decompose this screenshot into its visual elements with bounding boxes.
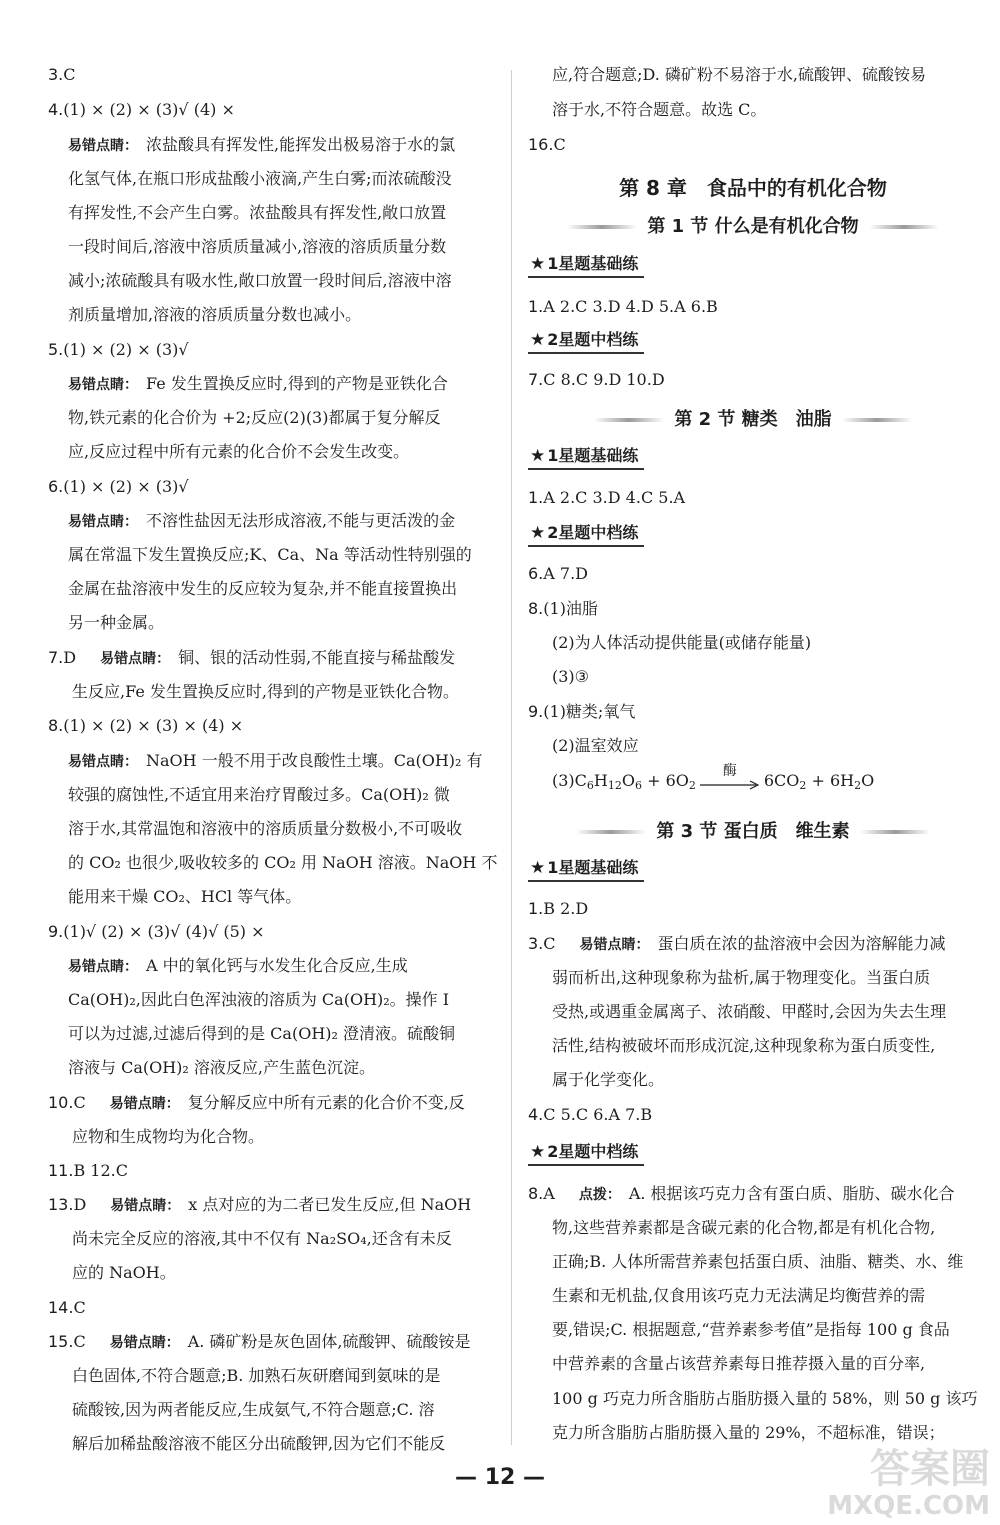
- line-text: 正确;B. 人体所需营养素包括蛋白质、油脂、糖类、水、维: [552, 1252, 964, 1271]
- tip-label: 易错点睛：: [109, 1335, 180, 1351]
- answer-line: [552, 666, 589, 688]
- answer-line: [68, 168, 452, 190]
- question-number: 5.: [48, 340, 64, 359]
- tip-label: 易错点睛：: [68, 514, 138, 530]
- question-number: 9.: [528, 702, 544, 721]
- star-icon: ★: [530, 858, 546, 878]
- answer-line: [72, 681, 459, 703]
- answer-line: [68, 818, 462, 840]
- answer-line: [552, 64, 926, 86]
- subscript: 2: [854, 779, 862, 792]
- line-text: 浓盐酸具有挥发性,能挥发出极易溶于水的氯: [146, 135, 456, 154]
- line-text: A 中的氧化钙与水发生化合反应,生成: [146, 956, 408, 975]
- answer-line: [68, 304, 361, 326]
- question-number: 15.: [48, 1332, 74, 1351]
- line-text: 要,错误;C. 根据题意,“营养素参考值”是指每 100 g 食品: [552, 1320, 950, 1339]
- line-text: 应,符合题意;D. 磷矿粉不易溶于水,硫酸钾、硫酸铵易: [552, 65, 926, 84]
- level-heading-text: 2星题中档练: [547, 523, 639, 542]
- tip-label: 易错点睛：: [68, 138, 138, 154]
- line-text: D: [63, 648, 77, 667]
- line-text: A 7.D: [543, 564, 588, 583]
- line-text: 铜、银的活动性弱,不能直接与稀盐酸发: [178, 648, 456, 667]
- line-text: (3)③: [552, 667, 590, 686]
- line-text: 活性,结构被破坏而形成沉淀,这种现象称为蛋白质变性,: [552, 1036, 936, 1055]
- equation-text: + 6H: [806, 771, 855, 790]
- question-number: 6.: [48, 477, 64, 496]
- answer-line: [68, 989, 449, 1011]
- answer-line: [72, 1262, 176, 1284]
- answer-line: [552, 1217, 935, 1239]
- answer-line: [48, 921, 265, 943]
- line-text: 物,铁元素的化合价为 +2;反应(2)(3)都属于复分解反: [68, 408, 441, 427]
- section-title: [528, 212, 978, 238]
- line-text: x 点对应的为二者已发生反应,但 NaOH: [188, 1195, 472, 1214]
- answer-line: [528, 369, 665, 391]
- line-text: 剂质量增加,溶液的溶质质量分数也减小。: [68, 305, 362, 324]
- answer-line: [552, 99, 766, 121]
- line-text: 可以为过滤,过滤后得到的是 Ca(OH)₂ 澄清液。硫酸铜: [68, 1024, 456, 1043]
- answer-line: [68, 886, 301, 908]
- line-text: 属在常温下发生置换反应;K、Ca、Na 等活动性特别强的: [68, 545, 472, 564]
- answer-line: [552, 1422, 945, 1444]
- line-text: Ca(OH)₂,因此白色浑浊液的溶质为 Ca(OH)₂。操作 Ⅰ: [68, 990, 450, 1009]
- line-text: 受热,或遇重金属离子、浓硝酸、甲醛时,会因为失去生理: [552, 1002, 947, 1021]
- line-text: 减小;浓硫酸具有吸水性,敞口放置一段时间后,溶液中溶: [68, 271, 452, 290]
- tip-label: 点拨：: [578, 1187, 621, 1203]
- answer-line: [72, 1126, 264, 1148]
- line-text: 溶于水,其常温饱和溶液中的溶质质量分数极小,不可吸收: [68, 819, 463, 838]
- answer-line: [68, 270, 452, 292]
- question-number: 10.: [48, 1093, 74, 1112]
- answer-line: [72, 1228, 452, 1250]
- line-text: 金属在盐溶液中发生的反应较为复杂,并不能直接置换出: [68, 579, 458, 598]
- level-heading: [528, 327, 644, 354]
- answer-line: [48, 339, 189, 361]
- line-text: 100 g 巧克力所含脂肪占脂肪摄入量的 58%，则 50 g 该巧: [552, 1389, 978, 1408]
- section-title: [528, 817, 978, 843]
- line-text: 不溶性盐因无法形成溶液,不能与更活泼的金: [146, 511, 456, 530]
- answer-line: [68, 510, 455, 533]
- line-text: 能用来干燥 CO₂、HCl 等气体。: [68, 887, 302, 906]
- question-number: 8.: [48, 716, 64, 735]
- line-text: 尚未完全反应的溶液,其中不仅有 Na₂SO₄,还含有未反: [72, 1229, 452, 1248]
- answer-line: [68, 1023, 455, 1045]
- answer-line: [72, 1365, 440, 1387]
- answer-line: [552, 1035, 935, 1057]
- answer-line: [552, 1069, 664, 1091]
- line-text: (1) × (2) × (3)√ (4) ×: [63, 100, 235, 119]
- line-text: NaOH 一般不用于改良酸性土壤。Ca(OH)₂ 有: [146, 751, 483, 770]
- answer-line: [68, 202, 446, 224]
- reaction-arrow: [700, 762, 760, 792]
- line-text: 较强的腐蚀性,不适宜用来治疗胃酸过多。Ca(OH)₂ 微: [68, 785, 450, 804]
- star-icon: ★: [530, 254, 546, 274]
- line-text: (2)为人体活动提供能量(或储存能量): [552, 633, 812, 652]
- answer-line: [528, 134, 566, 156]
- line-text: 生素和无机盐,仅食用该巧克力无法满足均衡营养的需: [552, 1286, 926, 1305]
- answer-line: [68, 578, 457, 600]
- equation-text: H: [593, 771, 608, 790]
- answer-line: [528, 933, 946, 956]
- line-text: (1)√ (2) × (3)√ (4)√ (5) ×: [63, 922, 265, 941]
- answer-line: [48, 647, 455, 670]
- answer-line: [552, 632, 811, 654]
- line-text: 化氢气体,在瓶口形成盐酸小液滴,产生白雾;而浓硫酸没: [68, 169, 452, 188]
- watermark-logo: [827, 1447, 990, 1521]
- question-number: 16.: [528, 135, 554, 154]
- answer-line: [48, 715, 243, 737]
- watermark-line2: MXQE.COM: [827, 1491, 990, 1521]
- question-number: 3.: [48, 65, 64, 84]
- level-heading-box: [528, 327, 644, 354]
- line-text: (1) × (2) × (3)√: [63, 340, 189, 359]
- tip-label: 易错点睛：: [110, 1198, 181, 1214]
- answer-line: [48, 1331, 471, 1354]
- line-text: 的 CO₂ 也很少,吸收较多的 CO₂ 用 NaOH 溶液。NaOH 不: [68, 853, 498, 872]
- level-heading-text: 1星题基础练: [547, 858, 639, 877]
- answer-line: [68, 612, 164, 634]
- tip-label: 易错点睛：: [100, 651, 171, 667]
- subscript: 2: [688, 779, 696, 792]
- line-text: 应物和生成物均为化合物。: [72, 1127, 265, 1146]
- answer-line: [68, 236, 446, 258]
- line-text: 复分解反应中所有元素的化合价不变,反: [187, 1093, 465, 1112]
- question-number: 13.: [48, 1195, 74, 1214]
- line-text: (1)糖类;氧气: [543, 702, 636, 721]
- equation-text: (3)C: [552, 771, 587, 790]
- line-text: B 2.D: [543, 899, 589, 918]
- question-number: 3.: [528, 934, 544, 953]
- equation-text: O: [621, 771, 635, 790]
- answer-line: [552, 1319, 950, 1341]
- level-heading-text: 2星题中档练: [547, 330, 639, 349]
- answer-line: [552, 1285, 925, 1307]
- line-text: 属于化学变化。: [552, 1070, 665, 1089]
- section-title-text: 第 1 节 什么是有机化合物: [647, 216, 859, 237]
- answer-line: [48, 476, 189, 498]
- question-number: 4.: [528, 1105, 544, 1124]
- answer-line: [68, 441, 409, 463]
- answer-line: [552, 967, 930, 989]
- page-number: — 12 —: [455, 1465, 545, 1490]
- line-text: (2)温室效应: [552, 736, 639, 755]
- answer-line: [552, 1353, 925, 1375]
- chemical-equation: [552, 762, 875, 797]
- star-icon: ★: [530, 523, 546, 543]
- line-text: (1) × (2) × (3) × (4) ×: [63, 716, 244, 735]
- level-heading-text: 2星题中档练: [547, 1142, 639, 1161]
- line-text: Fe 发生置换反应时,得到的产物是亚铁化合: [146, 374, 448, 393]
- level-heading-box: [528, 855, 644, 882]
- level-heading: [528, 855, 644, 882]
- answer-line: [528, 701, 635, 723]
- question-number: 7.: [48, 648, 64, 667]
- answer-line: [68, 784, 450, 806]
- answer-line: [68, 955, 408, 978]
- level-heading: [528, 251, 644, 278]
- line-text: 生反应,Fe 发生置换反应时,得到的产物是亚铁化合物。: [72, 682, 459, 701]
- answer-line: [48, 99, 235, 121]
- section-decor-bar: [842, 418, 912, 422]
- answer-line: [48, 64, 76, 86]
- subscript: 2: [799, 779, 807, 792]
- line-text: A: [543, 1184, 555, 1203]
- answer-line: [552, 1001, 946, 1023]
- section-decor-bar: [594, 418, 664, 422]
- answer-line: [68, 407, 440, 429]
- answer-line: [68, 544, 472, 566]
- chapter-title: 第 8 章 食品中的有机化合物: [619, 176, 887, 200]
- question-number: 1.: [528, 297, 544, 316]
- answer-line: [48, 1092, 465, 1115]
- tip-label: 易错点睛：: [68, 754, 138, 770]
- answer-line: [48, 1194, 471, 1217]
- star-icon: ★: [530, 1142, 546, 1162]
- star-icon: ★: [530, 330, 546, 350]
- question-number: 9.: [48, 922, 64, 941]
- question-number: 11.: [48, 1161, 74, 1180]
- tip-label: 易错点睛：: [579, 937, 650, 953]
- line-text: 应的 NaOH。: [72, 1263, 176, 1282]
- answer-line: [528, 487, 685, 509]
- answer-line: [72, 1399, 435, 1421]
- level-heading-box: [528, 251, 644, 278]
- line-text: A 2.C 3.D 4.C 5.A: [543, 488, 686, 507]
- answer-line: [552, 1388, 977, 1410]
- line-text: 硫酸铵,因为两者能反应,生成氨气,不符合题意;C. 溶: [72, 1400, 435, 1419]
- equation-text: + 6O: [641, 771, 689, 790]
- answer-line: [68, 373, 448, 396]
- answer-line: [72, 1433, 445, 1455]
- line-text: 另一种金属。: [68, 613, 165, 632]
- question-number: 1.: [528, 899, 544, 918]
- line-text: C: [73, 1093, 86, 1112]
- question-number: 8.: [528, 1184, 544, 1203]
- watermark-line1: 答案圈: [870, 1446, 990, 1492]
- line-text: A 2.C 3.D 4.D 5.A 6.B: [543, 297, 718, 316]
- line-text: C: [543, 934, 556, 953]
- tip-label: 易错点睛：: [68, 377, 138, 393]
- question-number: 6.: [528, 564, 544, 583]
- level-heading-box: [528, 443, 644, 470]
- catalyst-label: 酶: [722, 762, 737, 779]
- line-text: 白色固体,不符合题意;B. 加熟石灰研磨闻到氨味的是: [72, 1366, 441, 1385]
- section-decor-bar: [576, 830, 646, 834]
- answer-line: [48, 1297, 86, 1319]
- question-number: 4.: [48, 100, 64, 119]
- question-number: 8.: [528, 599, 544, 618]
- answer-line: [48, 1160, 128, 1182]
- star-icon: ★: [530, 446, 546, 466]
- line-text: 克力所含脂肪占脂肪摄入量的 29%，不超标准，错误；: [552, 1423, 945, 1442]
- section-title: [528, 405, 978, 431]
- line-text: 溶于水,不符合题意。故选 C。: [552, 100, 767, 119]
- section-decor-bar: [869, 225, 939, 229]
- arrow-icon: [700, 780, 760, 790]
- line-text: 解后加稀盐酸溶液不能区分出硫酸钾,因为它们不能反: [72, 1434, 446, 1453]
- equation-text: O: [861, 771, 875, 790]
- level-heading-text: 1星题基础练: [547, 254, 639, 273]
- line-text: 溶液与 Ca(OH)₂ 溶液反应,产生蓝色沉淀。: [68, 1058, 376, 1077]
- answer-line: [528, 1183, 955, 1206]
- answer-line: [528, 598, 598, 620]
- line-text: C: [73, 1332, 86, 1351]
- level-heading-box: [528, 520, 644, 547]
- answer-line: [68, 134, 455, 157]
- section-title-text: 第 2 节 糖类 油脂: [674, 409, 832, 430]
- line-text: 弱而析出,这种现象称为盐析,属于物理变化。当蛋白质: [552, 968, 931, 987]
- line-text: D: [73, 1195, 87, 1214]
- section-decor-bar: [860, 830, 930, 834]
- line-text: (1) × (2) × (3)√: [63, 477, 189, 496]
- line-text: C 8.C 9.D 10.D: [543, 370, 665, 389]
- line-text: 蛋白质在浓的盐溶液中会因为溶解能力减: [657, 934, 946, 953]
- answer-line: [68, 852, 497, 874]
- question-number: 7.: [528, 370, 544, 389]
- answer-line: [68, 750, 483, 773]
- answer-line: [68, 1057, 375, 1079]
- line-text: C: [73, 1298, 86, 1317]
- answer-line: [552, 1251, 963, 1273]
- tip-label: 易错点睛：: [109, 1096, 180, 1112]
- question-number: 14.: [48, 1298, 74, 1317]
- column-divider: [511, 70, 512, 1445]
- line-text: (1)油脂: [543, 599, 598, 618]
- section-title-text: 第 3 节 蛋白质 维生素: [656, 821, 850, 842]
- line-text: 有挥发性,不会产生白雾。浓盐酸具有挥发性,敞口放置: [68, 203, 447, 222]
- line-text: A. 磷矿粉是灰色固体,硫酸钾、硫酸铵是: [187, 1332, 471, 1351]
- level-heading: [528, 1139, 644, 1166]
- level-heading: [528, 520, 644, 547]
- question-number: 1.: [528, 488, 544, 507]
- subscript: 6: [634, 779, 642, 792]
- answer-line: [552, 735, 639, 757]
- subscript: 6: [586, 779, 594, 792]
- answer-line: [528, 563, 588, 585]
- answer-line: [528, 1104, 652, 1126]
- line-text: 应,反应过程中所有元素的化合价不会发生改变。: [68, 442, 410, 461]
- line-text: C 5.C 6.A 7.B: [543, 1105, 653, 1124]
- subscript: 12: [607, 779, 622, 792]
- section-decor-bar: [567, 225, 637, 229]
- line-text: C: [63, 65, 76, 84]
- line-text: C: [553, 135, 566, 154]
- level-heading: [528, 443, 644, 470]
- line-text: B 12.C: [73, 1161, 128, 1180]
- tip-label: 易错点睛：: [68, 959, 138, 975]
- line-text: 一段时间后,溶液中溶质质量减小,溶液的溶质质量分数: [68, 237, 447, 256]
- answer-line: [528, 296, 718, 318]
- level-heading-box: [528, 1139, 644, 1166]
- answer-line: [528, 898, 588, 920]
- line-text: 物,这些营养素都是含碳元素的化合物,都是有机化合物,: [552, 1218, 936, 1237]
- line-text: 中营养素的含量占该营养素每日推荐摄入量的百分率,: [552, 1354, 926, 1373]
- line-text: A. 根据该巧克力含有蛋白质、脂肪、碳水化合: [628, 1184, 955, 1203]
- equation-text: 6CO: [763, 771, 800, 790]
- level-heading-text: 1星题基础练: [547, 446, 639, 465]
